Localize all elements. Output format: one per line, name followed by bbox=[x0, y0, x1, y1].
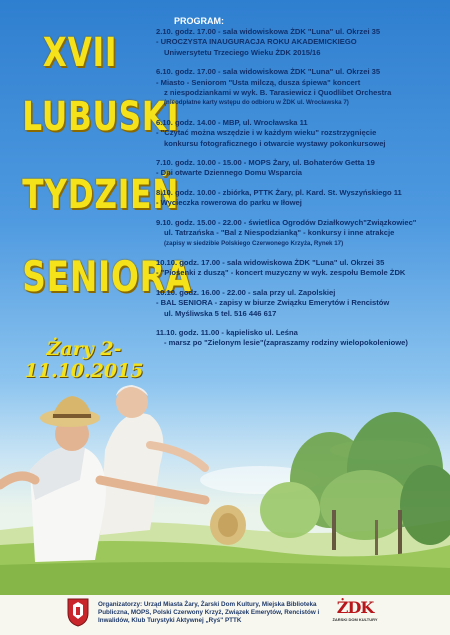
event-detail-line: - "Czytać można wszędzie i w każdym wieku" rozstrzygnięcie bbox=[156, 128, 377, 138]
organizers-text: Organizatorzy: Urząd Miasta Żary, Żarski Dom Kultury, Miejska Biblioteka Publiczna, MOPS, Polski Czerwony Krzyż, Związek Emerytów, Rencistów i Inwalidów, Klub Turystyki Aktywnej „Ryś" PTTK bbox=[98, 601, 320, 624]
event-detail-line: - UROCZYSTA INAUGURACJA ROKU AKADEMICKIEGO bbox=[156, 37, 357, 47]
event-header-line: 2.10. godz. 17.00 - sala widowiskowa ŻDK "Luna" ul. Okrzei 35 bbox=[156, 27, 381, 36]
program-event bbox=[156, 118, 448, 149]
program-event bbox=[156, 218, 448, 249]
program-event bbox=[156, 27, 448, 58]
event-detail-line: (zapisy w siedzibie Polskiego Czerwonego Krzyża, Rynek 17) bbox=[164, 239, 344, 247]
event-detail-line: - BAL SENIORA - zapisy w biurze Związku Emerytów i Rencistów bbox=[156, 298, 390, 308]
title-edition: XVII bbox=[42, 30, 118, 76]
program-event bbox=[156, 258, 448, 279]
event-date-range: Żary 2-11.10.2015 bbox=[24, 338, 144, 382]
title-week: TYDZIEŃ bbox=[22, 172, 180, 218]
event-header-line: 8.10. godz. 10.00 - zbiórka, PTTK Żary, pl. Kard. St. Wyszyńskiego 11 bbox=[156, 187, 402, 197]
event-detail-line: ul. Myśliwska 5 tel. 516 446 617 bbox=[164, 308, 277, 318]
event-header-line: 6.10. godz. 17.00 - sala widowiskowa ŻDK "Luna" ul. Okrzei 35 bbox=[156, 67, 381, 77]
zdk-logo-letters: ŻDK bbox=[336, 598, 374, 617]
event-header-line: 6.10. godz. 14.00 - MBP, ul. Wrocławska 11 bbox=[156, 117, 308, 127]
event-detail-line: ul. Tatrzańska - "Bal z Niespodzianką" - konkursy i inne atrakcje bbox=[164, 228, 395, 238]
event-detail-line: - "Piosenki z duszą" - koncert muzyczny w wyk. zespołu Bemole ŻDK bbox=[156, 268, 406, 278]
event-detail-line: z niespodziankami w wyk. B. Tarasiewicz i Quodlibet Orchestra bbox=[164, 88, 392, 98]
event-header-line: 10.10. godz. 17.00 - sala widowiskowa ŻDK "Luna" ul. Okrzei 35 bbox=[156, 257, 385, 267]
program-event bbox=[156, 67, 448, 109]
event-header-line: 10.10. godz. 16.00 - 22.00 - sala przy ul. Zapolskiej bbox=[156, 287, 336, 297]
program-list bbox=[156, 27, 448, 358]
event-detail-line: - Dni otwarte Dziennego Domu Wsparcia bbox=[156, 168, 302, 178]
event-detail-line: konkursu fotograficznego i otwarcie wystawy pokonkursowej bbox=[164, 138, 386, 148]
event-header-line: 7.10. godz. 10.00 - 15.00 - MOPS Żary, ul. Bohaterów Getta 19 bbox=[156, 158, 375, 168]
program-event bbox=[156, 188, 448, 209]
program-event bbox=[156, 328, 448, 349]
event-detail-line: - Miasto - Seniorom "Usta milczą, dusza śpiewa" koncert bbox=[156, 77, 361, 87]
event-detail-line: - Wycieczka rowerowa do parku w Iłowej bbox=[156, 198, 302, 208]
event-detail-line: Uniwersytetu Trzeciego Wieku ŻDK 2015/16 bbox=[164, 47, 321, 57]
title-region: LUBUSKI bbox=[22, 94, 180, 140]
event-header-line: 11.10. godz. 11.00 - kąpielisko ul. Leśna bbox=[156, 327, 298, 337]
program-event bbox=[156, 288, 448, 319]
city-crest-icon bbox=[66, 597, 90, 627]
zdk-logo-subtitle: ŻARSKI DOM KULTURY bbox=[332, 617, 378, 622]
zdk-logo bbox=[330, 598, 380, 630]
program-event bbox=[156, 158, 448, 179]
event-detail-line: (nieodpłatne karty wstępu do odbioru w ŻDK ul. Wrocławska 7) bbox=[164, 99, 349, 107]
title-seniors: SENIORA bbox=[22, 252, 192, 301]
event-header-line: 9.10. godz. 15.00 - 22.00 - świetlica Ogrodów Działkowych"Związkowiec" bbox=[156, 217, 417, 227]
event-detail-line: - marsz po "Zielonym lesie"(zapraszamy rodziny wielopokoleniowe) bbox=[164, 338, 408, 348]
program-label: PROGRAM: bbox=[174, 16, 224, 26]
